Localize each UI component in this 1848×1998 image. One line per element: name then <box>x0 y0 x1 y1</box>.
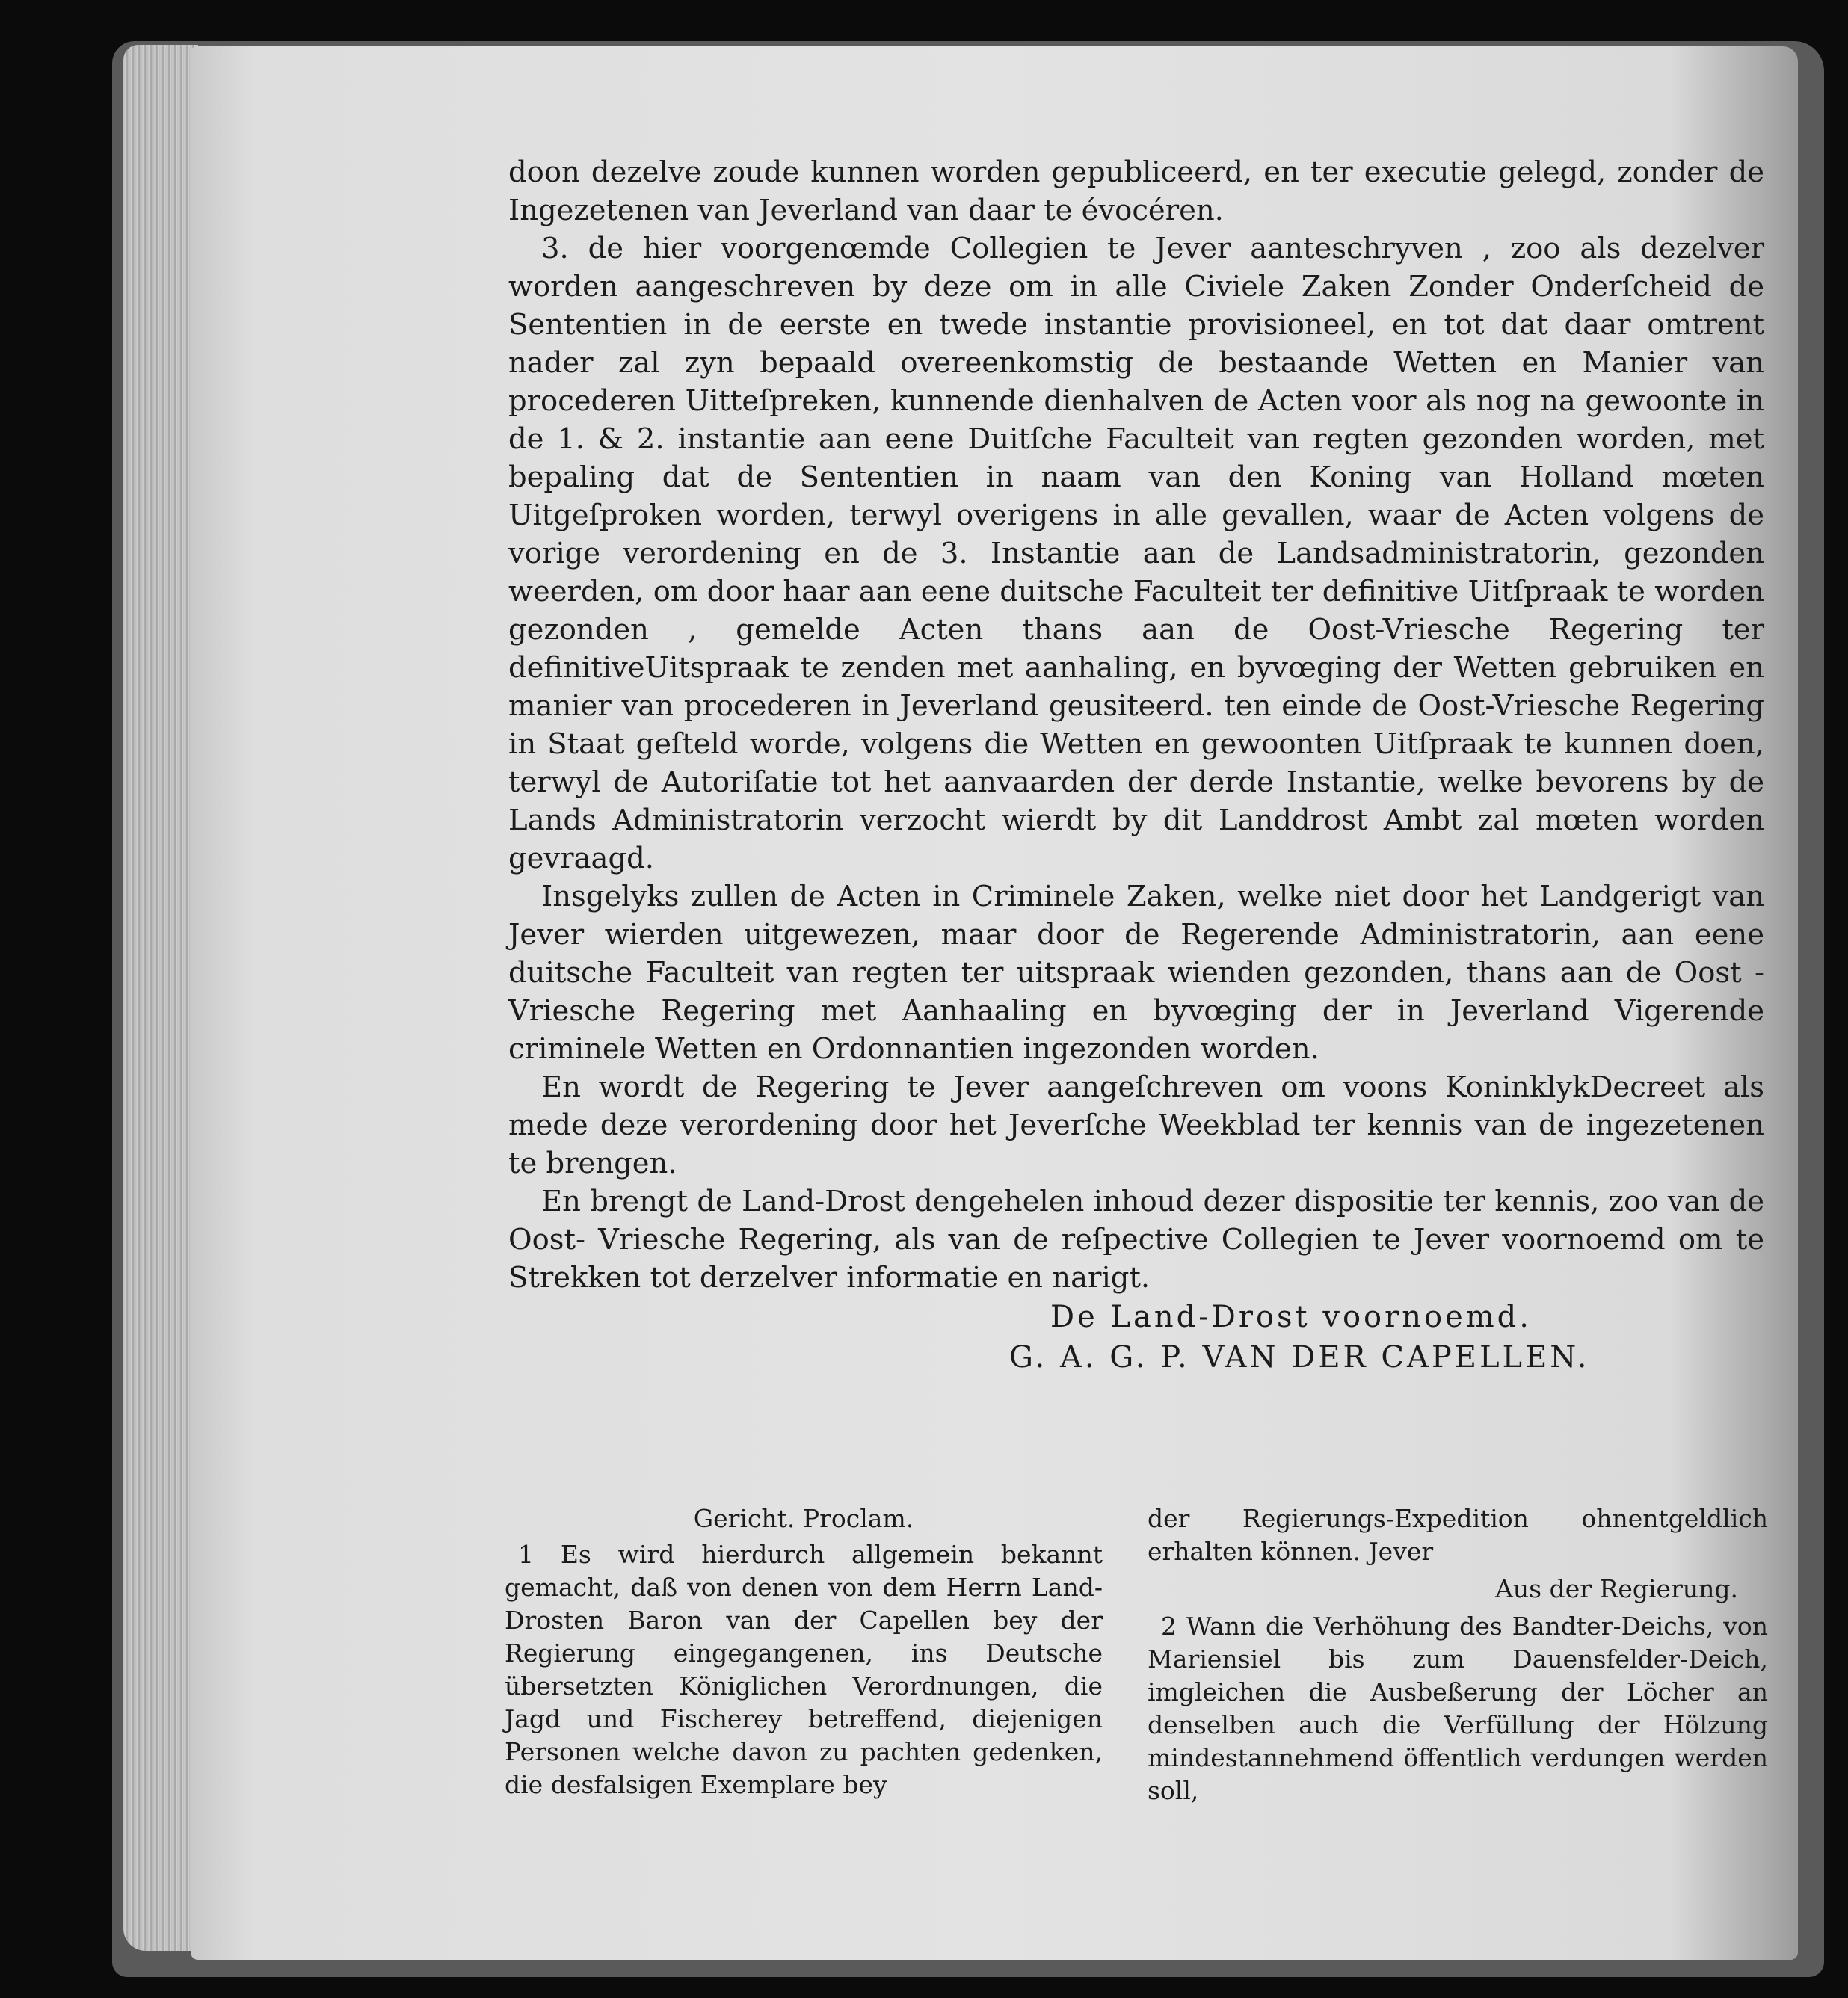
signature-name: G. A. G. P. VAN DER CAPELLEN. <box>1009 1340 1590 1375</box>
paragraph-2: 3. de hier voorgenœmde Collegien te Jever aanteschryven , zoo als dezelver worden aangeschreven by deze om in alle Civiele Zaken Zonder Onderſcheid de Sententien in de eerste en twede instantie provisioneel, en tot dat daar omtrent nader zal zyn bepaald overeenkomstig de bestaande Wetten en Manier van procederen Uitteſpreken, kunnende dienhalven de Acten voor als nog na gewoonte in de 1. & 2. instantie aan eene Duitſche Faculteit van regten gezonden worden, met bepaling dat de Sententien in naam van den Koning van Holland mœten Uitgeſproken worden, terwyl overigens in alle gevallen, waar de Acten volgens de vorige verordening en de 3. Instantie aan de Landsadministratorin, gezonden weerden, om door haar aan eene duitsche Faculteit ter definitive Uitſpraak te worden gezonden , gemelde Acten thans aan de Oost-Vriesche Regering ter definitiveUitspraak te zenden met aanhaling, en byvœging der Wetten gebruiken en manier van procederen in Jeverland geusiteerd. ten einde de Oost-Vriesche Regering in Staat geſteld worde, volgens die Wetten en gewoonten Uitſpraak te kunnen doen, terwyl de Autoriſatie tot het aanvaarden der derde Instantie, welke bevorens by de Lands Administratorin verzocht wierdt by dit Landdrost Ambt zal mœten worden gevraagd. <box>508 232 1764 875</box>
paragraph-5: En brengt de Land-Drost dengehelen inhoud dezer dispositie ter kennis, zoo van de Oost- Vriesche Regering, als van de reſpective Collegien te Jever voornoemd om te Strekken tot derzelver informatie en narigt. <box>508 1185 1764 1295</box>
paragraph-4: En wordt de Regering te Jever aangeſchreven om voons KoninklykDecreet als mede deze verordening door het Jeverſche Weekblad ter kennis van de ingezetenen te brengen. <box>508 1070 1764 1180</box>
paragraph-1: doon dezelve zoude kunnen worden gepubliceerd, en ter executie gelegd, zonder de Ingezetenen van Jeverland van daar te évocéren. <box>508 155 1764 227</box>
right-column <box>1148 1502 1768 1807</box>
book-fore-edge <box>123 45 198 1951</box>
left-column <box>505 1502 1103 1807</box>
right-column-text-2: 2 Wann die Verhöhung des Bandter-Deichs, von Mariensiel bis zum Dauensfelder-Deich, imgleichen die Ausbeßerung der Löcher an denselben auch die Verfüllung der Hölzung mindestannehmend öffentlich verdungen werden soll, <box>1148 1612 1768 1805</box>
left-column-heading: Gericht. Proclam. <box>693 1504 914 1533</box>
right-column-heading: Aus der Regierung. <box>1495 1574 1738 1603</box>
paragraph-3: Insgelyks zullen de Acten in Criminele Zaken, welke niet door het Landgerigt van Jever wierden uitgewezen, maar door de Regerende Administratorin, aan eene duitsche Faculteit van regten ter uitspraak wienden gezonden, thans aan de Oost - Vriesche Regering met Aanhaaling en byvœging der in Jeverland Vigerende criminele Wetten en Ordonnantien ingezonden worden. <box>508 880 1764 1066</box>
main-text-block <box>508 153 1764 1378</box>
right-column-text-1: der Regierungs-Expedition ohnentgeldlich erhalten können. Jever <box>1148 1504 1768 1566</box>
left-column-text: 1 Es wird hierdurch allgemein bekannt gemacht, daß von denen von dem Herrn Land-Drosten Baron van der Capellen bey der Regierung eingegangenen, ins Deutsche übersetzten Königlichen Verordnungen, die Jagd und Fischerey betreffend, diejenigen Personen welche davon zu pachten gedenken, die desfalsigen Exemplare bey <box>505 1540 1103 1799</box>
signature-title: De Land-Drost voornoemd. <box>1050 1300 1532 1334</box>
gazette-columns <box>505 1502 1768 1807</box>
